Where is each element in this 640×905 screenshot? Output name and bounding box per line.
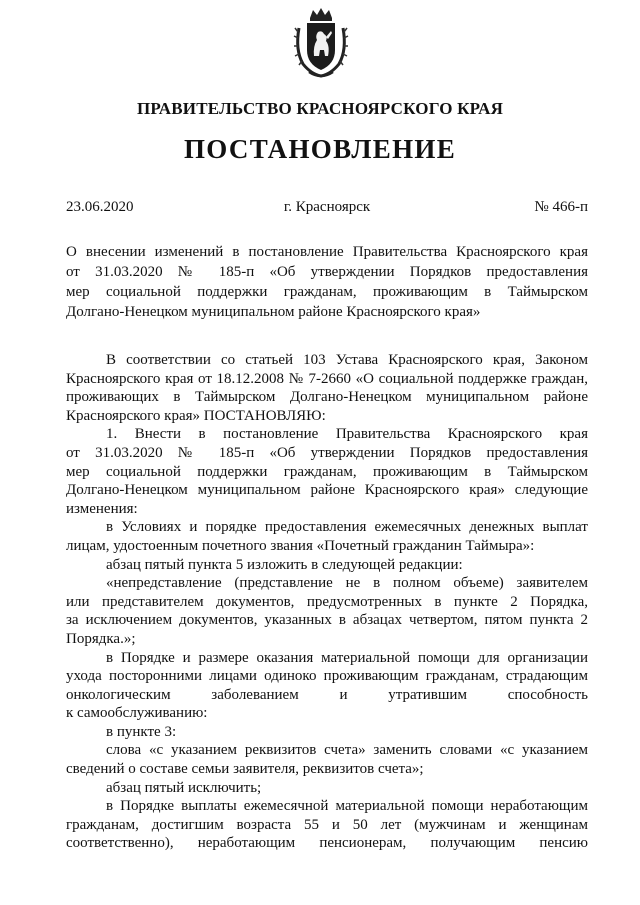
document-title — [66, 242, 588, 322]
body-line: лицам, удостоенным почетного звания «Почетный гражданин Таймыра»: — [66, 537, 535, 554]
title-line: от 31.03.2020 № 185-п «Об утверждении Порядков предоставления — [66, 264, 588, 280]
body-line: за исключением документов, указанных в абзацах четвертом, пятом пункта 2 — [66, 612, 588, 629]
body-line: абзац пятый исключить; — [106, 779, 262, 796]
document-date: 23.06.2020 — [66, 199, 134, 215]
organization-name: ПРАВИТЕЛЬСТВО КРАСНОЯРСКОГО КРАЯ — [136, 99, 504, 118]
body-line: в Порядке и размере оказания материальной помощи для организации — [106, 649, 588, 666]
body-line: сведений о составе семьи заявителя, реквизитов счета»; — [66, 761, 424, 778]
body-line: онкологическим заболеванием и утратившим способность — [66, 686, 588, 703]
body-line: Порядка.»; — [66, 630, 136, 647]
body-line: «непредставление (представление не в полном объеме) заявителем — [106, 575, 588, 592]
body-line: или представителем документов, предусмотренных в пункте 2 Порядка, — [66, 593, 588, 610]
body-line: Красноярского края от 18.12.2008 № 7-2660 «О социальной поддержке граждан, — [66, 370, 588, 387]
body-line: В соответствии со статьей 103 Устава Красноярского края, Законом — [106, 352, 588, 368]
body-line: от 31.03.2020 № 185-п «Об утверждении Порядков предоставления — [66, 444, 588, 461]
body-line: Долгано-Ненецком муниципальном районе Красноярского края» следующие — [66, 482, 588, 499]
body-line: в Порядке выплаты ежемесячной материальной помощи неработающим — [106, 798, 588, 815]
document-type: ПОСТАНОВЛЕНИЕ — [183, 134, 456, 164]
body-line: 1. Внести в постановление Правительства Красноярского края — [106, 426, 588, 443]
body-line: проживающих в Таймырском Долгано-Ненецком муниципальном районе — [66, 389, 588, 406]
document-body — [66, 351, 588, 853]
document-city: г. Красноярск — [283, 199, 371, 215]
body-line: слова «с указанием реквизитов счета» заменить словами «с указанием — [106, 742, 588, 759]
document-number: № 466-п — [534, 199, 588, 215]
body-line: в пункте 3: — [106, 723, 177, 740]
body-line: Красноярского края» ПОСТАНОВЛЯЮ: — [66, 407, 326, 424]
body-line: ухода посторонними лицами одиноко проживающим гражданам, страдающим — [66, 668, 588, 685]
body-line: соответственно), неработающим пенсионерам, получающим пенсию — [66, 835, 588, 852]
title-line: О внесении изменений в постановление Правительства Красноярского края — [66, 244, 588, 260]
body-line: мер социальной поддержки гражданам, проживающим в Таймырском — [66, 463, 588, 480]
body-line: изменения: — [66, 500, 138, 517]
title-line: мер социальной поддержки гражданам, проживающим в Таймырском — [66, 284, 588, 300]
body-line: абзац пятый пункта 5 изложить в следующей редакции: — [106, 556, 463, 573]
body-line: гражданам, достигшим возраста 55 и 50 лет (мужчинам и женщинам — [66, 816, 588, 833]
coat-of-arms-emblem — [293, 6, 349, 80]
document-meta-row — [66, 199, 588, 219]
body-line: к самообслуживанию: — [66, 705, 208, 722]
body-line: в Условиях и порядке предоставления ежемесячных денежных выплат — [106, 519, 588, 536]
title-line: Долгано-Ненецком муниципальном районе Красноярского края» — [66, 304, 481, 320]
